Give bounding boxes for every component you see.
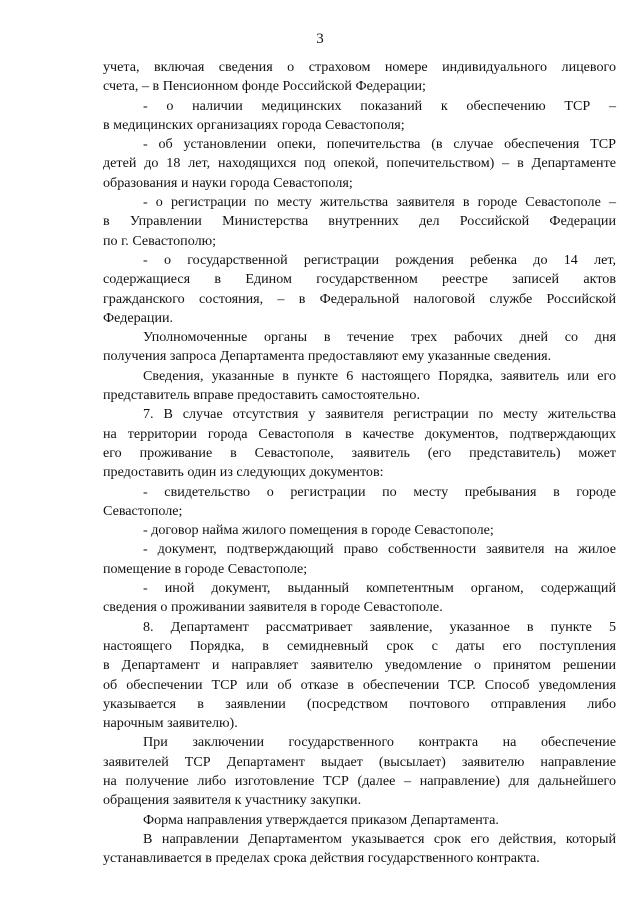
text-line: - иной документ, выданный компетентным органом, содержащий: [143, 580, 616, 597]
text-line: - о наличии медицинских показаний к обеспечению ТСР –: [143, 97, 616, 114]
text-line: представитель вправе предоставить самостоятельно.: [103, 387, 420, 404]
text-line: детей до 18 лет, находящихся под опекой, попечительством) – в Департаменте: [103, 155, 616, 172]
text-line: обращения заявителя к участнику закупки.: [103, 792, 362, 809]
text-line: Севастополе;: [103, 502, 183, 519]
text-line: устанавливается в пределах срока действия государственного контракта.: [103, 850, 540, 867]
text-line: - об установлении опеки, попечительства (в случае обеспечения ТСР: [143, 136, 616, 153]
text-line: - документ, подтверждающий право собственности заявителя на жилое: [143, 541, 616, 558]
text-line: предоставить один из следующих документов:: [103, 464, 384, 481]
text-line: об обеспечении ТСР или об отказе в обеспечении ТСР. Способ уведомления: [103, 676, 616, 693]
text-line: помещение в городе Севастополе;: [103, 560, 308, 577]
text-line: в Управлении Министерства внутренних дел Российской Федерации: [103, 213, 616, 230]
text-line: содержащиеся в Едином государственном реестре записей актов: [103, 271, 616, 288]
text-line: указывается в заявлении (посредством почтового отправления либо: [103, 695, 616, 712]
text-line: в медицинских организациях города Севастополя;: [103, 116, 405, 133]
text-line: его проживание в Севастополе, заявитель (его представитель) может: [103, 444, 616, 461]
text-line: При заключении государственного контракта на обеспечение: [143, 734, 616, 751]
text-line: 7. В случае отсутствия у заявителя регистрации по месту жительства: [143, 406, 616, 423]
text-line: - о государственной регистрации рождения ребенка до 14 лет,: [143, 251, 616, 268]
text-line: заявителей ТСР Департамент выдает (высылает) заявителю направление: [103, 753, 616, 770]
text-line: в Департамент и направляет заявителю уведомление о принятом решении: [103, 657, 616, 674]
text-line: 8. Департамент рассматривает заявление, указанное в пункте 5: [143, 618, 616, 635]
text-line: В направлении Департаментом указывается срок его действия, который: [143, 830, 616, 847]
text-line: Федерации.: [103, 309, 174, 326]
text-line: получения запроса Департамента предоставляют ему указанные сведения.: [103, 348, 552, 365]
text-line: на территории города Севастополя в качестве документов, подтверждающих: [103, 425, 616, 442]
text-line: на получение либо изготовление ТСР (далее – направление) для дальнейшего: [103, 772, 616, 789]
text-line: Сведения, указанные в пункте 6 настоящего Порядка, заявитель или его: [143, 367, 616, 384]
text-line: сведения о проживании заявителя в городе Севастополе.: [103, 599, 443, 616]
text-line: - свидетельство о регистрации по месту пребывания в городе: [143, 483, 616, 500]
text-line: Форма направления утверждается приказом Департамента.: [143, 811, 499, 828]
text-line: настоящего Порядка, в семидневный срок с даты его поступления: [103, 637, 616, 654]
text-line: - договор найма жилого помещения в городе Севастополе;: [143, 522, 494, 539]
document-body: [103, 58, 616, 868]
text-line: по г. Севастополю;: [103, 232, 217, 249]
page-number: 3: [316, 31, 324, 47]
text-line: счета, – в Пенсионном фонде Российской Федерации;: [103, 78, 426, 95]
text-line: - о регистрации по месту жительства заявителя в городе Севастополе –: [143, 194, 616, 211]
text-line: образования и науки города Севастополя;: [103, 174, 353, 191]
text-line: Уполномоченные органы в течение трех рабочих дней со дня: [143, 329, 616, 346]
text-line: учета, включая сведения о страховом номере индивидуального лицевого: [103, 59, 616, 75]
text-line: гражданского состояния, – в Федеральной налоговой службе Российской: [103, 290, 616, 307]
text-line: нарочным заявителю).: [103, 715, 238, 732]
